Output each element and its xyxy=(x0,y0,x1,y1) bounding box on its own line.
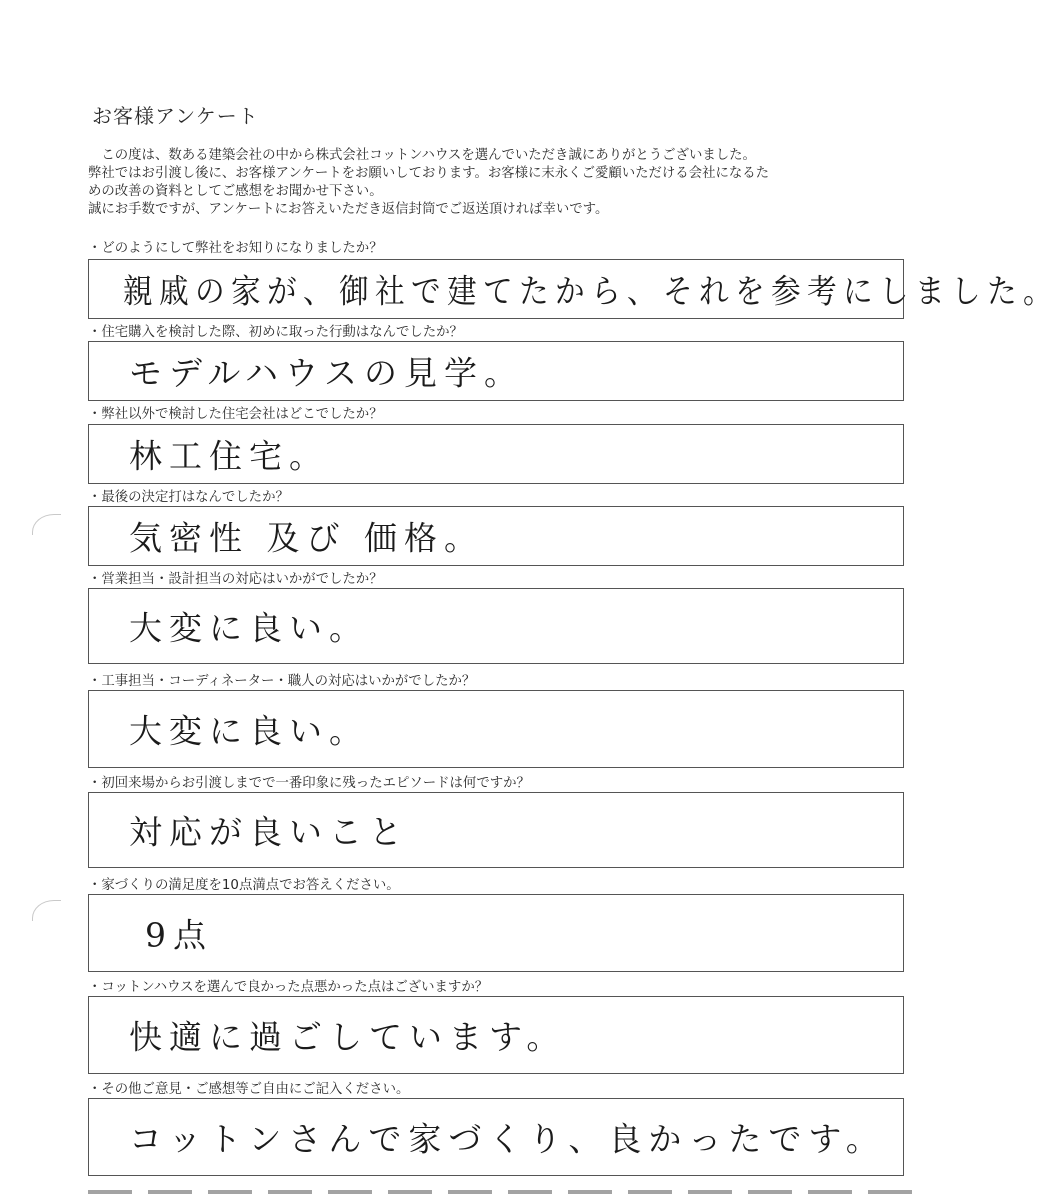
margin-mark xyxy=(32,900,61,921)
intro-line: 誠にお手数ですが、アンケートにお答えいただき返信封筒でご返送頂ければ幸いです。 xyxy=(88,202,609,217)
question-label: ・最後の決定打はなんでしたか？ xyxy=(88,490,289,505)
answer-text: 9点 xyxy=(145,915,213,955)
margin-mark xyxy=(32,514,61,535)
intro-text xyxy=(88,147,918,219)
page-title: お客様アンケート xyxy=(92,104,259,128)
answer-text: モデルハウスの見学。 xyxy=(129,353,525,393)
intro-line: めの改善の資料としてご感想をお聞かせ下さい。 xyxy=(88,184,383,199)
answer-text: 林工住宅。 xyxy=(129,436,329,476)
answer-box xyxy=(88,690,904,768)
intro-line: 弊社ではお引渡し後に、お客様アンケートをお願いしております。お客様に末永くご愛顧いただける会社になるた xyxy=(88,166,770,181)
answer-box xyxy=(88,506,904,566)
answer-text: 大変に良い。 xyxy=(129,711,369,751)
answer-text: 対応が良いこと xyxy=(129,812,409,852)
question-label: ・弊社以外で検討した住宅会社はどこでしたか？ xyxy=(88,407,383,422)
question-label: ・どのようにして弊社をお知りになりましたか？ xyxy=(88,241,383,256)
answer-box xyxy=(88,1098,904,1176)
answer-text: 親戚の家が、御社で建てたから、それを参考にしました。 xyxy=(123,271,1059,311)
question-label: ・家づくりの満足度を10点満点でお答えください。 xyxy=(88,878,400,893)
question-label: ・工事担当・コーディネーター・職人の対応はいかがでしたか？ xyxy=(88,674,476,689)
intro-line: この度は、数ある建築会社の中から株式会社コットンハウスを選んでいただき誠にありがとうございました。 xyxy=(88,148,756,163)
answer-box xyxy=(88,588,904,664)
answer-text: 大変に良い。 xyxy=(129,608,369,648)
answer-box xyxy=(88,424,904,484)
question-label: ・その他ご意見・ご感想等ご自由にご記入ください。 xyxy=(88,1082,410,1097)
question-label: ・初回来場からお引渡しまでで一番印象に残ったエピソードは何ですか？ xyxy=(88,776,530,791)
answer-box xyxy=(88,996,904,1074)
answer-box xyxy=(88,894,904,972)
answer-box xyxy=(88,792,904,868)
answer-box xyxy=(88,341,904,401)
answer-box xyxy=(88,259,1059,319)
question-label: ・住宅購入を検討した際、初めに取った行動はなんでしたか？ xyxy=(88,325,463,340)
question-label: ・営業担当・設計担当の対応はいかがでしたか？ xyxy=(88,572,383,587)
answer-text: 気密性 及び 価格。 xyxy=(129,518,484,558)
answer-text: 快適に過ごしています。 xyxy=(129,1017,567,1057)
page-bottom-edge xyxy=(88,1190,918,1194)
question-label: ・コットンハウスを選んで良かった点悪かった点はございますか？ xyxy=(88,980,489,995)
answer-text: コットンさんで家づくり、良かったです。 xyxy=(129,1119,886,1159)
